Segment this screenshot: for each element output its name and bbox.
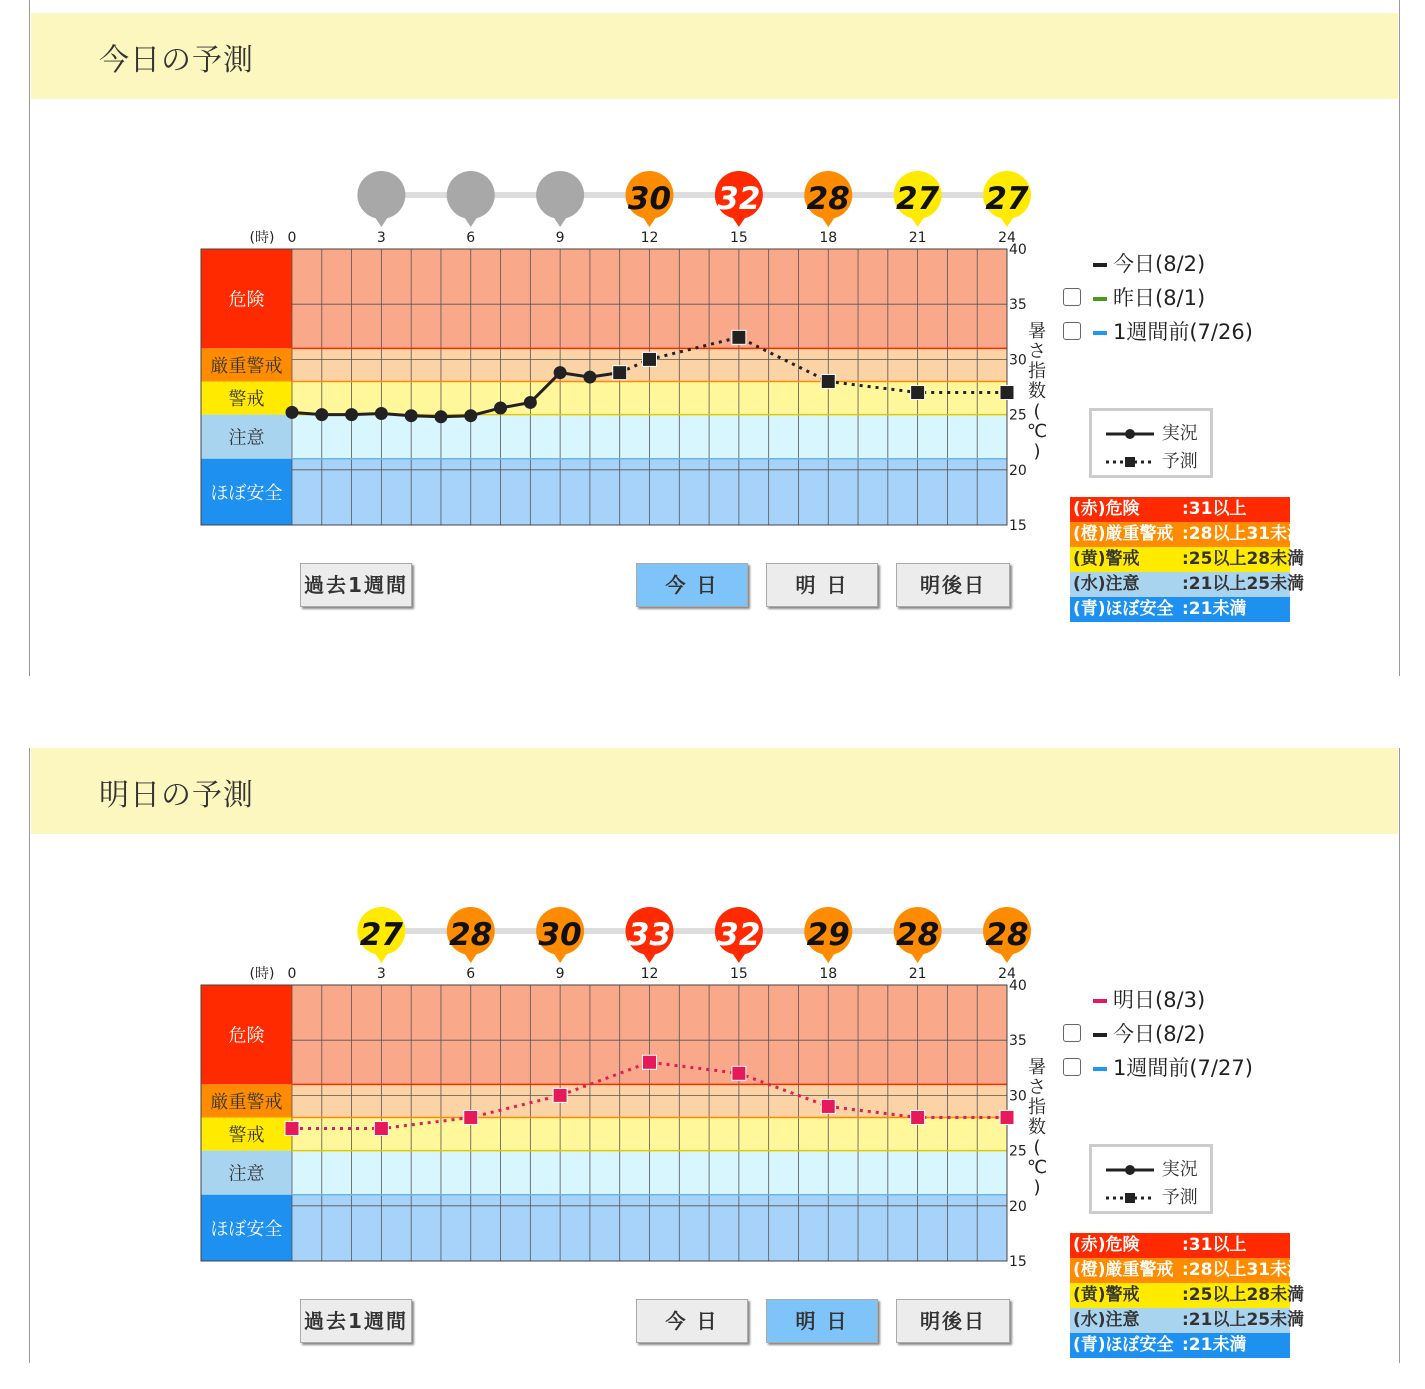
today-button[interactable]: 今 日 [636, 1299, 748, 1343]
pin-value: 27 [985, 181, 1029, 217]
pin-value: 32 [717, 917, 761, 953]
level-row-caution [1070, 572, 1305, 597]
actual-data-point [286, 406, 299, 419]
level-row-severe [1070, 1258, 1305, 1283]
solid-line-icon [1104, 427, 1156, 441]
wbgt-pin-marker [357, 171, 405, 227]
pin-value: 28 [896, 917, 940, 953]
x-axis-unit-label: (時) [249, 230, 275, 246]
level-table [1070, 1233, 1305, 1358]
level-name: (水)注意 [1073, 574, 1140, 594]
level-range: :28以上31未満 [1182, 524, 1305, 544]
today-panel-title: 今日の予測 [99, 43, 254, 78]
forecast-data-point [643, 1055, 657, 1069]
x-tick-label: 0 [287, 966, 297, 982]
pin-value: 28 [985, 917, 1029, 953]
pin-value: 28 [449, 917, 493, 953]
forecast-data-point [464, 1110, 478, 1124]
y-tick-label: 30 [1009, 1088, 1027, 1105]
pin-value: 32 [717, 181, 761, 217]
wbgt-pin-marker [715, 907, 763, 963]
actual-data-point [375, 407, 388, 420]
legend-week-ago-checkbox[interactable] [1063, 322, 1081, 340]
legend-line-icon [1093, 1067, 1107, 1071]
key-actual-label: 実況 [1161, 1159, 1198, 1180]
x-axis-unit-label: (時) [249, 966, 275, 982]
level-row-danger [1070, 1233, 1290, 1258]
tomorrow-panel-title: 明日の予測 [99, 778, 254, 813]
x-tick-label: 15 [729, 966, 748, 982]
wbgt-pin-marker [626, 907, 674, 963]
y-tick-label: 35 [1009, 1033, 1027, 1050]
level-band-label: 厳重警戒 [210, 355, 283, 376]
legend-tomorrow [1093, 984, 1205, 1014]
y-axis-label-char: 暑 [1028, 1057, 1046, 1078]
legend-week-ago [1093, 316, 1253, 346]
legend-label: 昨日(8/1) [1113, 286, 1206, 310]
pin-head [447, 171, 495, 219]
level-name: (黄)警戒 [1073, 549, 1140, 569]
pin-value: 27 [359, 917, 403, 953]
tomorrow-button[interactable]: 明 日 [766, 1299, 878, 1343]
actual-data-point [583, 371, 596, 384]
level-row-warning [1070, 1283, 1305, 1308]
legend-line-icon [1093, 297, 1107, 301]
y-axis-label-char: ℃ [1026, 1157, 1048, 1178]
forecast-data-point [643, 352, 657, 366]
x-tick-label: 24 [998, 966, 1016, 982]
y-axis-label-char: 指 [1028, 361, 1046, 382]
legend-week-ago [1093, 1052, 1253, 1082]
x-tick-label: 18 [819, 966, 838, 982]
y-tick-label: 35 [1009, 297, 1027, 314]
level-name: (橙)厳重警戒 [1073, 524, 1174, 544]
level-name: (黄)警戒 [1073, 1285, 1140, 1305]
x-tick-label: 12 [640, 966, 659, 982]
y-axis-label-char: さ [1028, 1077, 1046, 1098]
solid-line-icon [1104, 1163, 1156, 1177]
pin-value: 33 [627, 917, 672, 953]
line-style-key [1089, 1144, 1213, 1214]
level-row-caution [1070, 1308, 1305, 1333]
y-tick-label: 30 [1009, 352, 1027, 369]
level-name: (橙)厳重警戒 [1073, 1260, 1174, 1280]
wbgt-pin-marker [626, 171, 674, 227]
forecast-data-point [285, 1122, 299, 1136]
y-axis-label-char: ℃ [1026, 421, 1048, 442]
past-week-button[interactable]: 過去1週間 [300, 1299, 412, 1343]
x-tick-label: 15 [729, 230, 748, 246]
level-name: (赤)危険 [1073, 499, 1140, 519]
legend-today [1093, 248, 1205, 278]
legend-today-checkbox[interactable] [1063, 1024, 1081, 1042]
actual-data-point [434, 410, 447, 423]
legend-line-icon [1093, 331, 1107, 335]
forecast-data-point [613, 366, 627, 380]
forecast-data-point [1000, 386, 1014, 400]
wbgt-pin-marker [357, 907, 405, 963]
pin-value: 30 [627, 181, 672, 217]
y-axis-label-char: 数 [1028, 1117, 1046, 1138]
level-band-label: 警戒 [228, 389, 265, 410]
line-style-key [1089, 408, 1213, 478]
forecast-data-point [821, 374, 835, 388]
tomorrow-forecast-panel [29, 748, 1400, 1363]
forecast-data-point [1000, 1110, 1014, 1124]
legend-week-ago-checkbox[interactable] [1063, 1058, 1081, 1076]
legend-yesterday [1093, 282, 1205, 312]
legend-label: 今日(8/2) [1113, 1022, 1206, 1046]
level-band-label: ほぼ安全 [210, 1218, 283, 1239]
level-range: :21以上25未満 [1182, 1310, 1305, 1330]
x-tick-label: 12 [640, 230, 659, 246]
x-tick-label: 24 [998, 230, 1016, 246]
y-tick-label: 15 [1009, 1254, 1027, 1270]
pin-head [357, 171, 405, 219]
level-band-label: 厳重警戒 [210, 1091, 283, 1112]
level-band-label: 警戒 [228, 1125, 265, 1146]
y-axis-label-char: ) [1033, 441, 1041, 462]
level-row-safe [1070, 1333, 1290, 1358]
legend-label: 1週間前(7/27) [1113, 1056, 1253, 1080]
level-name: (水)注意 [1073, 1310, 1140, 1330]
level-name: (青)ほぼ安全 [1073, 1335, 1174, 1355]
pin-head [536, 171, 584, 219]
actual-data-point [464, 409, 477, 422]
level-range: :25以上28未満 [1182, 549, 1305, 569]
key-actual [1104, 1155, 1198, 1181]
dotted-line-icon [1104, 455, 1156, 469]
wbgt-pin-marker [536, 171, 584, 227]
legend-yesterday-checkbox[interactable] [1063, 288, 1081, 306]
wbgt-pin-marker [804, 171, 852, 227]
x-tick-label: 21 [908, 230, 927, 246]
wbgt-pin-marker [804, 907, 852, 963]
dotted-line-icon [1104, 1191, 1156, 1205]
level-range: :28以上31未満 [1182, 1260, 1305, 1280]
forecast-data-point [732, 330, 746, 344]
tomorrow-button[interactable]: 明 日 [766, 563, 878, 607]
actual-data-point [554, 366, 567, 379]
wbgt-pin-marker [447, 171, 495, 227]
key-forecast [1104, 447, 1198, 473]
y-tick-label: 40 [1009, 978, 1027, 994]
wbgt-pin-marker [983, 171, 1031, 227]
level-range: :25以上28未満 [1182, 1285, 1305, 1305]
wbgt-pin-marker [894, 907, 942, 963]
legend-line-icon [1093, 263, 1107, 267]
forecast-data-point [911, 1110, 925, 1124]
y-tick-label: 40 [1009, 242, 1027, 258]
y-axis-label-char: 指 [1028, 1097, 1046, 1118]
level-row-severe [1070, 522, 1305, 547]
level-band-label: 危険 [228, 1025, 265, 1046]
y-tick-label: 25 [1009, 1143, 1027, 1160]
past-week-button[interactable]: 過去1週間 [300, 563, 412, 607]
forecast-data-point [732, 1066, 746, 1080]
day-after-tomorrow-button[interactable]: 明後日 [896, 1299, 1010, 1343]
y-axis-label-char: 暑 [1028, 321, 1046, 342]
legend-line-icon [1093, 999, 1107, 1003]
x-tick-label: 9 [555, 966, 565, 982]
y-tick-label: 20 [1009, 1198, 1027, 1215]
legend-label: 明日(8/3) [1113, 988, 1206, 1012]
wbgt-pin-marker [447, 907, 495, 963]
key-forecast-label: 予測 [1161, 451, 1198, 472]
y-axis-label-char: ( [1033, 1137, 1041, 1158]
y-tick-label: 25 [1009, 407, 1027, 424]
y-axis-label-char: ) [1033, 1177, 1041, 1198]
day-after-tomorrow-button[interactable]: 明後日 [896, 563, 1010, 607]
level-range: :21未満 [1182, 1335, 1247, 1355]
level-row-safe [1070, 597, 1290, 622]
x-tick-label: 6 [466, 230, 476, 246]
forecast-data-point [374, 1122, 388, 1136]
y-axis-label-char: 数 [1028, 381, 1046, 402]
legend-line-icon [1093, 1033, 1107, 1037]
actual-data-point [494, 401, 507, 414]
key-forecast-label: 予測 [1161, 1187, 1198, 1208]
y-axis-label-char: ( [1033, 401, 1041, 422]
y-tick-label: 15 [1009, 518, 1027, 534]
today-button[interactable]: 今 日 [636, 563, 748, 607]
actual-data-point [405, 409, 418, 422]
forecast-data-point [553, 1088, 567, 1102]
level-name: (赤)危険 [1073, 1235, 1140, 1255]
y-tick-label: 20 [1009, 462, 1027, 479]
level-band-label: ほぼ安全 [210, 482, 283, 503]
legend-label: 1週間前(7/26) [1113, 320, 1253, 344]
wbgt-pin-marker [715, 171, 763, 227]
legend-label: 今日(8/2) [1113, 252, 1206, 276]
pin-value: 29 [806, 917, 850, 953]
legend-today [1093, 1018, 1205, 1048]
y-axis-label-char: さ [1028, 341, 1046, 362]
forecast-data-point [821, 1099, 835, 1113]
pin-value: 27 [896, 181, 940, 217]
level-range: :21未満 [1182, 599, 1247, 619]
level-range: :31以上 [1182, 499, 1247, 519]
level-name: (青)ほぼ安全 [1073, 599, 1174, 619]
x-tick-label: 6 [466, 966, 476, 982]
level-band-label: 危険 [228, 289, 265, 310]
x-tick-label: 21 [908, 966, 927, 982]
pin-value: 30 [538, 917, 582, 953]
level-band-label: 注意 [228, 1163, 265, 1184]
actual-data-point [345, 408, 358, 421]
level-band-label: 注意 [228, 427, 265, 448]
level-range: :31以上 [1182, 1235, 1247, 1255]
key-actual [1104, 419, 1198, 445]
level-range: :21以上25未満 [1182, 574, 1305, 594]
wbgt-pin-marker [894, 171, 942, 227]
wbgt-pin-marker [536, 907, 584, 963]
level-table [1070, 497, 1305, 622]
x-tick-label: 9 [555, 230, 565, 246]
level-row-warning [1070, 547, 1305, 572]
actual-data-point [315, 408, 328, 421]
actual-data-point [524, 396, 537, 409]
x-tick-label: 3 [376, 230, 386, 246]
today-forecast-panel [29, 0, 1400, 676]
x-tick-label: 18 [819, 230, 838, 246]
pin-value: 28 [806, 181, 850, 217]
x-tick-label: 0 [287, 230, 297, 246]
level-row-danger [1070, 497, 1290, 522]
forecast-data-point [911, 386, 925, 400]
x-tick-label: 3 [376, 966, 386, 982]
key-forecast [1104, 1183, 1198, 1209]
wbgt-pin-marker [983, 907, 1031, 963]
key-actual-label: 実況 [1161, 423, 1198, 444]
